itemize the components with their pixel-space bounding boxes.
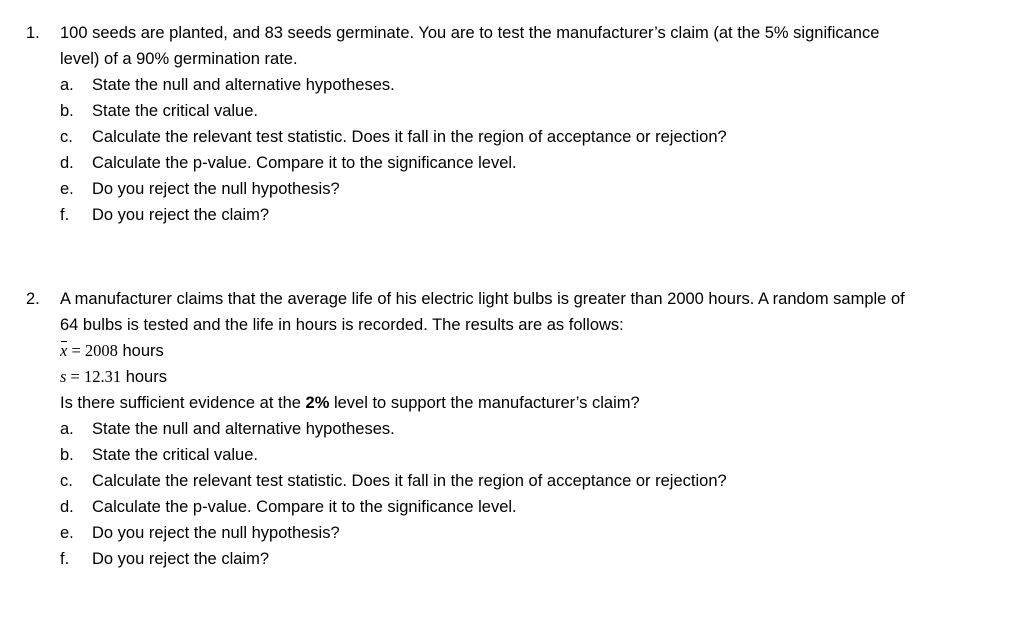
sample-mean-line	[60, 338, 164, 364]
sub-question-text: Calculate the p-value. Compare it to the significance level.	[92, 154, 517, 172]
sub-question-text: Do you reject the claim?	[92, 550, 269, 568]
sub-question-letter: c.	[60, 472, 73, 490]
sub-question-letter: e.	[60, 180, 74, 198]
s-unit: hours	[121, 368, 167, 386]
sub-question-text: State the null and alternative hypotheses.	[92, 420, 395, 438]
question-prompt-post: level to support the manufacturer’s claim?	[329, 394, 640, 412]
sub-question-text: Calculate the relevant test statistic. Does it fall in the region of acceptance or rejection?	[92, 128, 727, 146]
sub-question-letter: d.	[60, 498, 74, 516]
sub-question-letter: e.	[60, 524, 74, 542]
sub-question-text: State the critical value.	[92, 102, 258, 120]
question-number: 1.	[26, 24, 40, 42]
sub-question-text: Calculate the relevant test statistic. Does it fall in the region of acceptance or rejection?	[92, 472, 727, 490]
question-number: 2.	[26, 290, 40, 308]
sub-question-letter: d.	[60, 154, 74, 172]
xbar-value: = 2008	[67, 341, 118, 360]
sub-question-text: Do you reject the claim?	[92, 206, 269, 224]
significance-level: 2%	[305, 394, 330, 412]
sub-question-text: Do you reject the null hypothesis?	[92, 524, 340, 542]
xbar-unit: hours	[117, 342, 164, 360]
sub-question-letter: f.	[60, 550, 70, 568]
question-text-line: 100 seeds are planted, and 83 seeds germinate. You are to test the manufacturer’s claim (at the 5% significance	[60, 24, 880, 42]
question-prompt-pre: Is there sufficient evidence at the	[60, 394, 306, 412]
sample-sd-line	[60, 364, 167, 390]
s-value: = 12.31	[66, 367, 122, 386]
sub-question-letter: b.	[60, 446, 74, 464]
sub-question-text: Do you reject the null hypothesis?	[92, 180, 340, 198]
xbar-symbol: x	[60, 338, 67, 364]
question-text-line: level) of a 90% germination rate.	[60, 50, 298, 68]
sub-question-letter: c.	[60, 128, 73, 146]
s-symbol: s	[60, 367, 67, 386]
sub-question-letter: a.	[60, 76, 74, 94]
question-text-line: 64 bulbs is tested and the life in hours is recorded. The results are as follows:	[60, 316, 624, 334]
question-text-line: A manufacturer claims that the average life of his electric light bulbs is greater than 2000 hours. A random sample of	[60, 290, 905, 308]
sub-question-text: State the null and alternative hypotheses.	[92, 76, 395, 94]
sub-question-letter: a.	[60, 420, 74, 438]
sub-question-text: State the critical value.	[92, 446, 258, 464]
sub-question-letter: f.	[60, 206, 70, 224]
sub-question-letter: b.	[60, 102, 74, 120]
question-prompt-line	[60, 390, 640, 416]
sub-question-text: Calculate the p-value. Compare it to the significance level.	[92, 498, 517, 516]
